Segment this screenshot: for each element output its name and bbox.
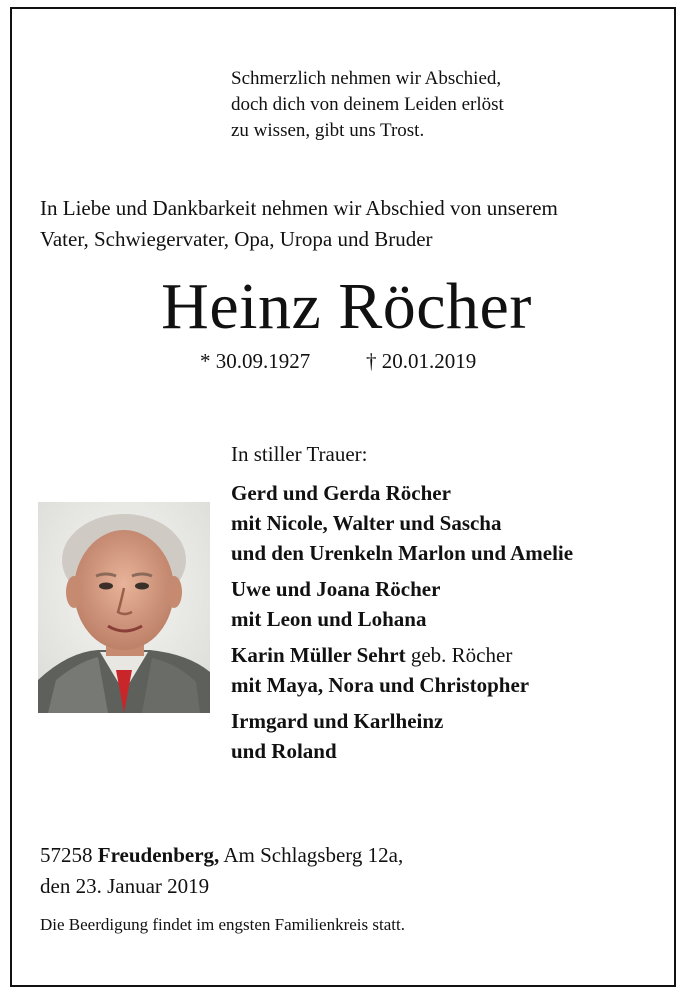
intro-line: In Liebe und Dankbarkeit nehmen wir Abschied von unserem	[40, 196, 558, 220]
mourner-line: Uwe und Joana Röcher	[231, 577, 441, 601]
mourners-list	[231, 478, 573, 772]
death-date: † 20.01.2019	[366, 349, 477, 373]
mourner-group	[231, 706, 573, 766]
city: Freudenberg,	[97, 843, 220, 867]
portrait-illustration	[38, 502, 210, 713]
mourner-line: mit Nicole, Walter und Sascha	[231, 511, 502, 535]
mourner-line: Gerd und Gerda Röcher	[231, 481, 451, 505]
mourner-line: mit Leon und Lohana	[231, 607, 427, 631]
mourning-heading: In stiller Trauer:	[231, 442, 368, 466]
deceased-name: Heinz Röcher	[161, 270, 532, 343]
intro-text	[40, 193, 558, 255]
address-block	[40, 840, 403, 902]
motto-text	[231, 66, 504, 144]
mourner-group	[231, 574, 573, 634]
mourner-group	[231, 640, 573, 700]
mourner-line: mit Maya, Nora und Christopher	[231, 673, 530, 697]
postcode: 57258	[40, 843, 93, 867]
mourner-line: und den Urenkeln Marlon und Amelie	[231, 541, 574, 565]
burial-note: Die Beerdigung findet im engsten Familienkreis statt.	[40, 915, 405, 934]
mourner-line	[231, 640, 573, 670]
mourner-line: Irmgard und Karlheinz	[231, 709, 444, 733]
motto-line: doch dich von deinem Leiden erlöst	[231, 94, 504, 115]
address-line	[40, 840, 403, 871]
intro-line: Vater, Schwiegervater, Opa, Uropa und Bruder	[40, 227, 433, 251]
mourner-group	[231, 478, 573, 568]
motto-line: Schmerzlich nehmen wir Abschied,	[231, 68, 502, 89]
motto-line: zu wissen, gibt uns Trost.	[231, 120, 425, 141]
street: Am Schlagsberg 12a,	[223, 843, 404, 867]
date-line: den 23. Januar 2019	[40, 874, 210, 898]
portrait-photo	[38, 502, 210, 713]
birth-date: * 30.09.1927	[200, 349, 311, 373]
maiden-name: geb. Röcher	[410, 643, 513, 667]
mourner-line: und Roland	[231, 739, 337, 763]
mourner-name: Karin Müller Sehrt	[231, 643, 406, 667]
